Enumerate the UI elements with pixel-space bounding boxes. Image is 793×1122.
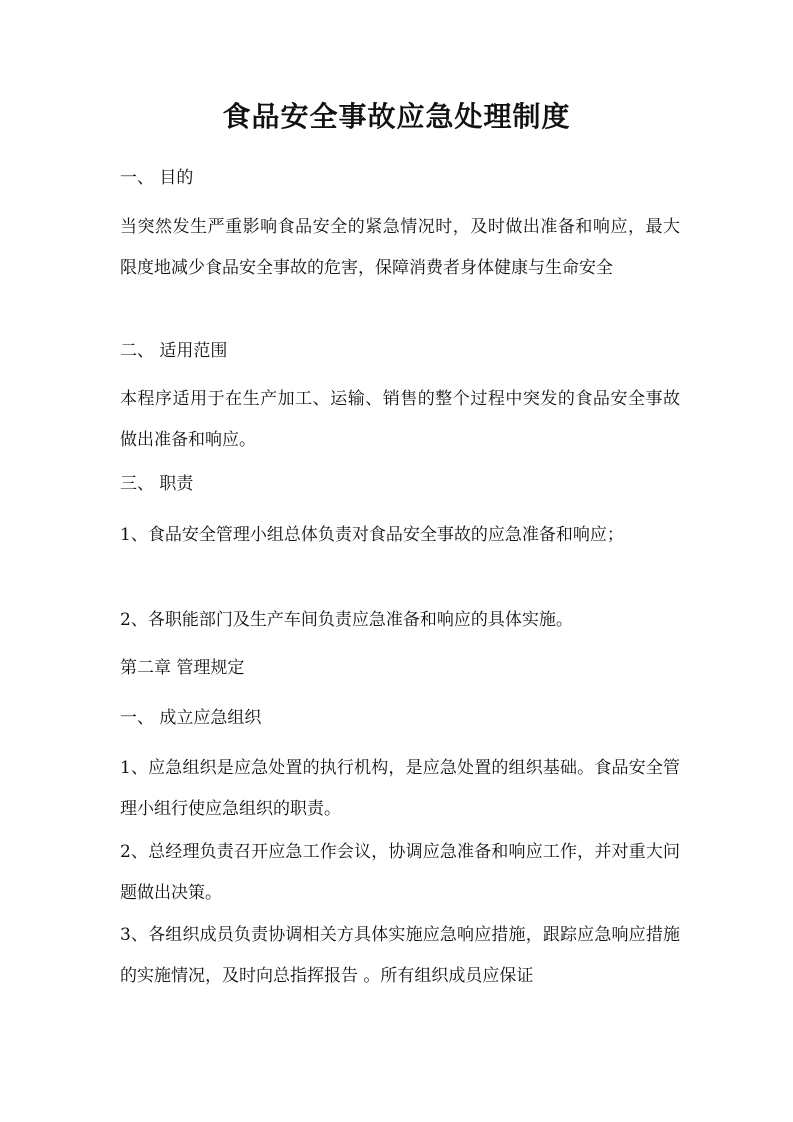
duty-item-2: 2、各职能部门及生产车间负责应急准备和响应的具体实施。 xyxy=(120,610,573,630)
emergency-org-item-1: 1、应急组织是应急处置的执行机构，是应急处置的组织基础。食品安全管理小组行使应急组织的职责。 xyxy=(120,758,680,819)
emergency-org-item-3: 3、各组织成员负责协调相关方具体实施应急响应措施，跟踪应急响应措施的实施情况，及时向总指挥报告 。所有组织成员应保证 xyxy=(120,925,680,986)
section-body-purpose: 当突然发生严重影响食品安全的紧急情况时，及时做出准备和响应，最大限度地减少食品安全事故的危害，保障消费者身体健康与生命安全 xyxy=(120,217,680,278)
section-body-scope: 本程序适用于在生产加工、运输、销售的整个过程中突发的食品安全事故做出准备和响应。 xyxy=(120,389,680,450)
section-heading-scope: 二、 适用范围 xyxy=(120,341,228,361)
chapter-heading-management: 第二章 管理规定 xyxy=(120,658,245,678)
section-heading-emergency-org: 一、 成立应急组织 xyxy=(120,708,262,728)
document-title: 食品安全事故应急处理制度 xyxy=(222,100,571,133)
section-heading-purpose: 一、 目的 xyxy=(120,168,194,188)
emergency-org-item-2: 2、总经理负责召开应急工作会议，协调应急准备和响应工作，并对重大问题做出决策。 xyxy=(120,842,680,903)
duty-item-1: 1、食品安全管理小组总体负责对食品安全事故的应急准备和响应； xyxy=(120,525,624,545)
section-heading-duties: 三、 职责 xyxy=(120,474,194,494)
